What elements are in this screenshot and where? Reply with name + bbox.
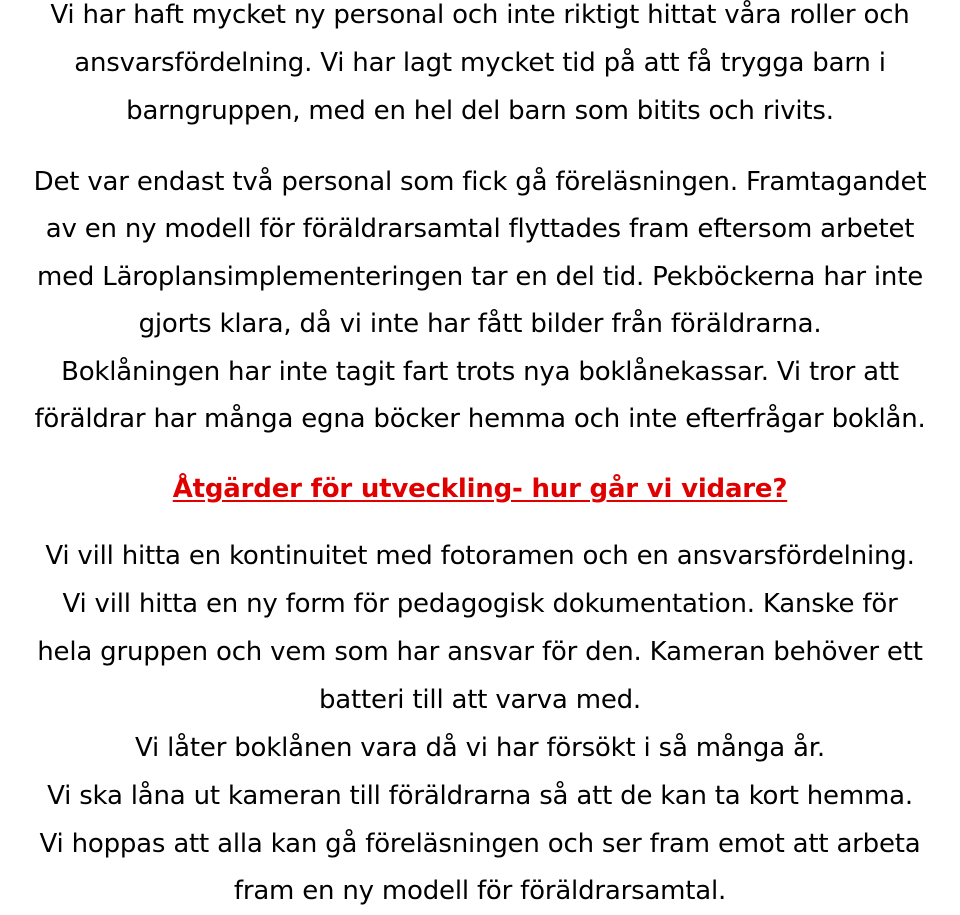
text-line: Vi låter boklånen vara då vi har försökt i så många år.: [135, 733, 825, 763]
text-line: Vi vill hitta en kontinuitet med fotoramen och en ansvarsfördelning.: [45, 541, 915, 571]
section-heading: Åtgärder för utveckling- hur går vi vidare?: [172, 474, 788, 504]
text-line: batteri till att varva med.: [319, 685, 641, 715]
text-line: barngruppen, med en hel del barn som bitits och rivits.: [126, 96, 834, 126]
text-line: Vi har haft mycket ny personal och inte riktigt hittat våra roller och: [50, 0, 910, 30]
text-line: Vi ska låna ut kameran till föräldrarna så att de kan ta kort hemma.: [47, 781, 913, 811]
text-line: Det var endast två personal som fick gå föreläsningen. Framtagandet: [33, 167, 927, 197]
text-line: fram en ny modell för föräldrarsamtal.: [233, 876, 727, 906]
text-line: gjorts klara, då vi inte har fått bilder från föräldrarna.: [138, 309, 822, 339]
text-line: ansvarsfördelning. Vi har lagt mycket tid på att få trygga barn i: [74, 48, 886, 78]
text-line: föräldrar har många egna böcker hemma och inte efterfrågar boklån.: [34, 404, 926, 434]
text-line: Vi vill hitta en ny form för pedagogisk dokumentation. Kanske för: [62, 589, 898, 619]
text-line: med Läroplansimplementeringen tar en del tid. Pekböckerna har inte: [37, 262, 923, 292]
text-line: Boklåningen har inte tagit fart trots nya boklånekassar. Vi tror att: [61, 357, 899, 387]
text-line: Vi hoppas att alla kan gå föreläsningen och ser fram emot att arbeta: [39, 829, 921, 859]
text-line: av en ny modell för föräldrarsamtal flyttades fram eftersom arbetet: [45, 214, 915, 244]
text-line: hela gruppen och vem som har ansvar för den. Kameran behöver ett: [37, 637, 923, 667]
